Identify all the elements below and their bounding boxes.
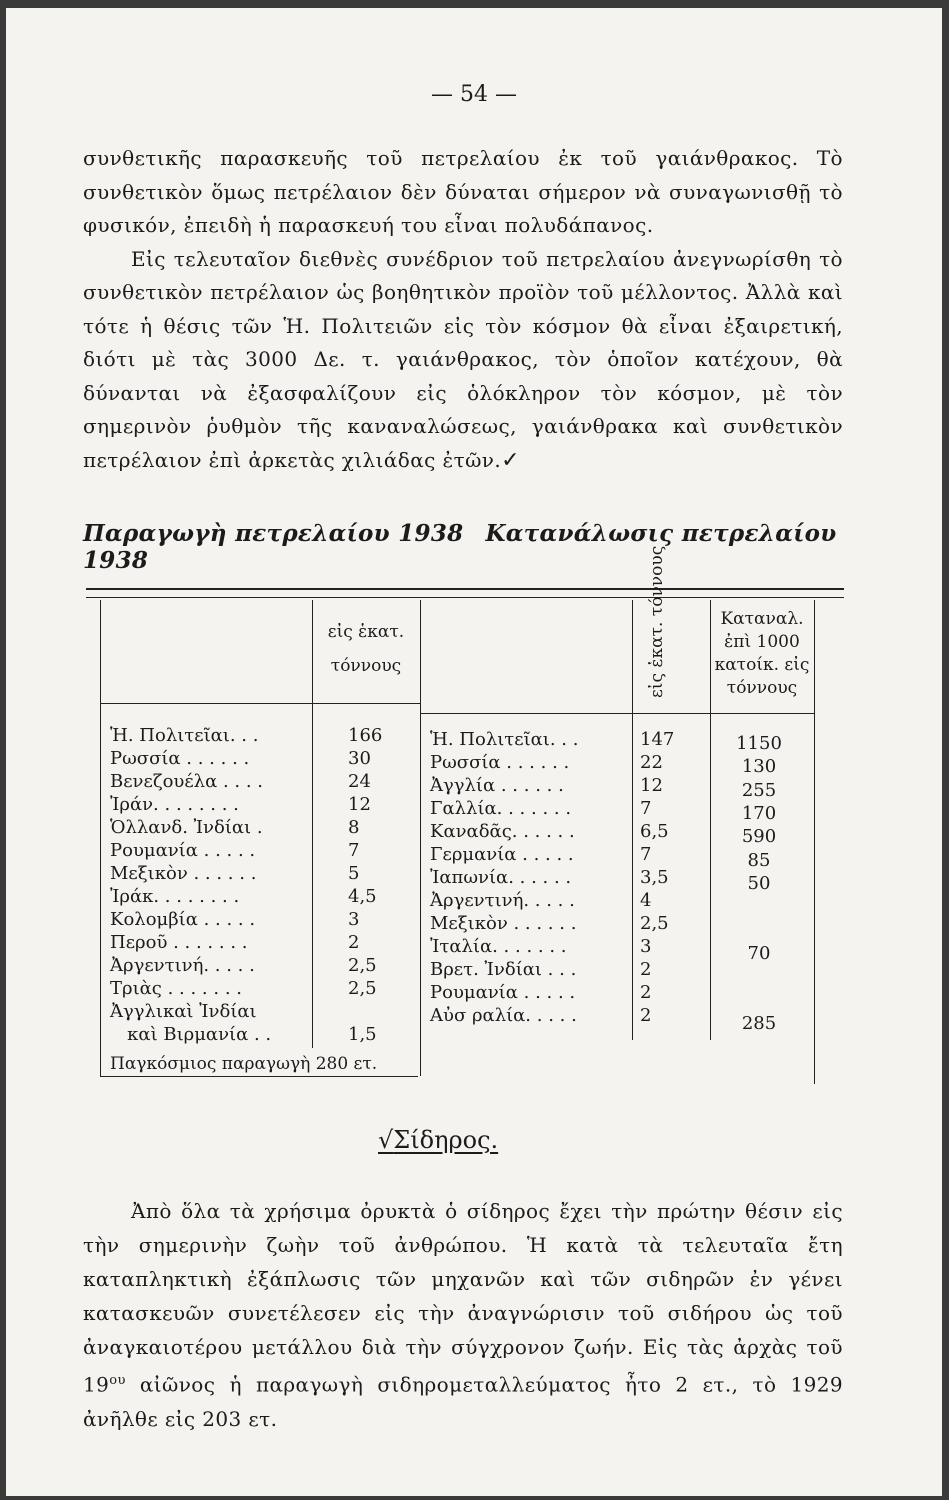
page-number: — 54 — bbox=[431, 82, 517, 107]
section-heading: √Σίδηρος. bbox=[378, 1126, 499, 1154]
consumption-country-cell: Μεξικὸν . . . . . . bbox=[430, 913, 577, 934]
world-production-total: Παγκόσμιος παραγωγὴ 280 ετ. bbox=[110, 1054, 378, 1074]
production-country-cell: Ρουμανία . . . . . bbox=[110, 840, 256, 861]
production-country-cell: Περοῦ . . . . . . . bbox=[110, 932, 248, 953]
paragraph-2: Εἰς τελευταῖον διεθνὲς συνέδριον τοῦ πετρελαίου ἀνεγνωρίσθη τὸ συνθετικὸν πετρέλαιον ὡς βοηθητικὸν προϊὸν τοῦ μέλλοντος. Ἀλλὰ καὶ τότε ἡ θέσις τῶν Ἡ. Πολιτειῶν εἰς τὸν κόσμον θὰ εἶναι ἐξαιρετική, διότι μὲ τὰς 3000 Δε. τ. γαιάνθρακος, τὸν ὁποῖον κατέχουν, θὰ δύνανται νὰ ἐξασφαλίζουν εἰς ὁλόκληρον τὸν κόσμον, μὲ τὸν σημερινὸν ῥυθμὸν τῆς καναναλώσεως, γαιάνθρακα καὶ συνθετικὸν πετρέλαιον ἐπὶ ἀρκετὰς χιλιάδας ἐτῶν.✓ bbox=[83, 246, 843, 473]
column-divider bbox=[420, 600, 421, 1076]
production-value-cell: 7 bbox=[348, 840, 360, 861]
production-value-cell: 8 bbox=[348, 817, 360, 838]
consumption-country-cell: Ρουμανία . . . . . bbox=[430, 982, 576, 1003]
table-title bbox=[83, 520, 853, 574]
production-value-cell: 30 bbox=[348, 748, 371, 769]
consumption-value-cell: 12 bbox=[640, 775, 663, 796]
production-value-cell: 2,5 bbox=[348, 978, 377, 999]
consumption-country-cell: Ἰαπωνία. . . . . . bbox=[430, 867, 572, 888]
consumption-value-cell: 7 bbox=[640, 798, 652, 819]
production-country-cell: Κολομβία . . . . . bbox=[110, 909, 256, 930]
per-1000-value-cell: 285 bbox=[741, 1012, 777, 1034]
consumption-value-cell: 2 bbox=[640, 1005, 652, 1026]
book-page bbox=[6, 8, 942, 1496]
consumption-country-cell: Βρετ. Ἰνδίαι . . . bbox=[430, 959, 577, 980]
production-value-cell: 4,5 bbox=[348, 886, 377, 907]
consumption-value-cell: 2 bbox=[640, 982, 652, 1003]
per-1000-value-cell: 50 bbox=[747, 872, 771, 894]
production-country-cell: Μεξικὸν . . . . . . bbox=[110, 863, 257, 884]
consumption-value-cell: 7 bbox=[640, 844, 652, 865]
production-country-cell: Ρωσσία . . . . . . bbox=[110, 748, 250, 769]
header-bottom-rule-right bbox=[421, 713, 814, 714]
per-1000-value-cell: 255 bbox=[741, 779, 777, 801]
total-bottom-rule bbox=[100, 1076, 418, 1077]
production-value-cell: 24 bbox=[348, 771, 371, 792]
table-top-rule-2 bbox=[86, 597, 844, 598]
consumption-value-cell: 3 bbox=[640, 936, 652, 957]
consumption-country-cell: Αὐσ ραλία. . . . . bbox=[430, 1005, 577, 1026]
column-divider bbox=[814, 600, 815, 1084]
consumption-value-cell: 2,5 bbox=[640, 913, 669, 934]
consumption-value-cell: 147 bbox=[640, 729, 675, 750]
production-country-cell: Ἀργεντινή. . . . . bbox=[110, 955, 255, 976]
production-value-cell: 12 bbox=[348, 794, 371, 815]
consumption-country-cell: Ἀγγλία . . . . . . bbox=[430, 775, 564, 796]
paragraph-1: συνθετικῆς παρασκευῆς τοῦ πετρελαίου ἐκ τοῦ γαιάνθρακος. Τὸ συνθετικὸν ὅμως πετρέλαιον δὲν δύναται σήμερον νὰ συναγωνισθῇ τὸ φυσικόν, ἐπειδὴ ἡ παρασκευή του εἶναι πολυδάπανος. bbox=[83, 146, 843, 237]
handwritten-check-icon: ✓ bbox=[501, 447, 520, 473]
production-country-cell: Ἀγγλικαὶ Ἰνδίαι bbox=[110, 1001, 257, 1022]
consumption-country-cell: Ἰταλία. . . . . . . bbox=[430, 936, 567, 957]
production-country-cell: Ὁλλανδ. Ἰνδίαι . bbox=[110, 817, 263, 838]
per-1000-value-cell: 590 bbox=[741, 826, 777, 848]
per-1000-header: Καταναλ. ἐπὶ 1000 κατοίκ. εἰς τόννους bbox=[714, 609, 810, 698]
production-country-cell: Ἰράν. . . . . . . . bbox=[110, 794, 239, 815]
production-unit-header: εἰς ἑκατ. τόννους bbox=[327, 622, 405, 676]
production-value-cell: 2 bbox=[348, 932, 360, 953]
header-bottom-rule-left bbox=[100, 703, 420, 704]
production-country-cell: Τριὰς . . . . . . . bbox=[110, 978, 242, 999]
production-country-cell: Ἡ. Πολιτεῖαι. . . bbox=[110, 725, 259, 746]
production-value-cell: 5 bbox=[348, 863, 360, 884]
column-divider bbox=[632, 600, 633, 1040]
per-1000-value-cell: 70 bbox=[747, 942, 771, 964]
consumption-title: Κατανάλωσις πετρελαίου 1938 bbox=[83, 520, 837, 574]
table-top-rule bbox=[86, 588, 844, 590]
per-1000-value-cell: 170 bbox=[741, 802, 777, 824]
production-value-cell: 166 bbox=[348, 725, 383, 746]
consumption-country-cell: Ρωσσία . . . . . . bbox=[430, 752, 570, 773]
consumption-country-cell: Καναδᾶς. . . . . . bbox=[430, 821, 575, 842]
production-country-cell: Ἰράκ. . . . . . . . bbox=[110, 886, 240, 907]
iron-paragraph: Ἀπὸ ὅλα τὰ χρήσιμα ὀρυκτὰ ὁ σίδηρος ἔχει τὴν πρώτην θέσιν εἰς τὴν σημερινὴν ζωὴν τοῦ ἀνθρώπου. Ἡ κατὰ τὰ τελευταῖα ἔτη καταπληκτικὴ ἐξάπλωσις τῶν μηχανῶν καὶ τῶν σιδηρῶν ἐν γένει κατασκευῶν συνετέλεσεν εἰς τὴν ἀναγνώρισιν τοῦ σιδήρου ὡς τοῦ ἀναγκαιοτέρου μετάλλου διὰ τὴν σύγχρονον ζωήν. Εἰς τὰς ἀρχὰς τοῦ $19^{o\upsilon}$ αἰῶνος ἡ παραγωγὴ σιδηρομεταλλεύματος ἦτο 2 ετ., τὸ 1929 ἀνῆλθε εἰς 203 ετ. bbox=[83, 1199, 843, 1431]
consumption-unit-header: εἰς ἑκατ. τόννους bbox=[647, 545, 667, 698]
per-1000-value-cell: 85 bbox=[747, 849, 771, 871]
production-value-cell: 2,5 bbox=[348, 955, 377, 976]
handwritten-mark-icon: √ bbox=[378, 1126, 394, 1154]
consumption-country-cell: Ἡ. Πολιτεῖαι. . . bbox=[430, 729, 579, 750]
consumption-value-cell: 4 bbox=[640, 890, 652, 911]
production-title: Παραγωγὴ πετρελαίου 1938 bbox=[83, 520, 464, 547]
per-1000-value-cell: 1150 bbox=[736, 733, 782, 754]
production-country-cell: καὶ Βιρμανία . . bbox=[110, 1024, 272, 1045]
production-value-cell: 3 bbox=[348, 909, 360, 930]
consumption-value-cell: 2 bbox=[640, 959, 652, 980]
consumption-country-cell: Γαλλία. . . . . . . bbox=[430, 798, 572, 819]
production-value-cell: 1,5 bbox=[348, 1024, 377, 1045]
production-country-cell: Βενεζουέλα . . . . bbox=[110, 771, 264, 792]
consumption-country-cell: Ἀργεντινή. . . . . bbox=[430, 890, 575, 911]
column-divider bbox=[100, 600, 101, 1076]
per-1000-value-cell: 130 bbox=[741, 756, 777, 778]
consumption-value-cell: 6,5 bbox=[640, 821, 669, 842]
consumption-country-cell: Γερμανία . . . . . bbox=[430, 844, 574, 865]
intro-text bbox=[83, 142, 843, 477]
consumption-value-cell: 22 bbox=[640, 752, 663, 773]
consumption-value-cell: 3,5 bbox=[640, 867, 669, 888]
